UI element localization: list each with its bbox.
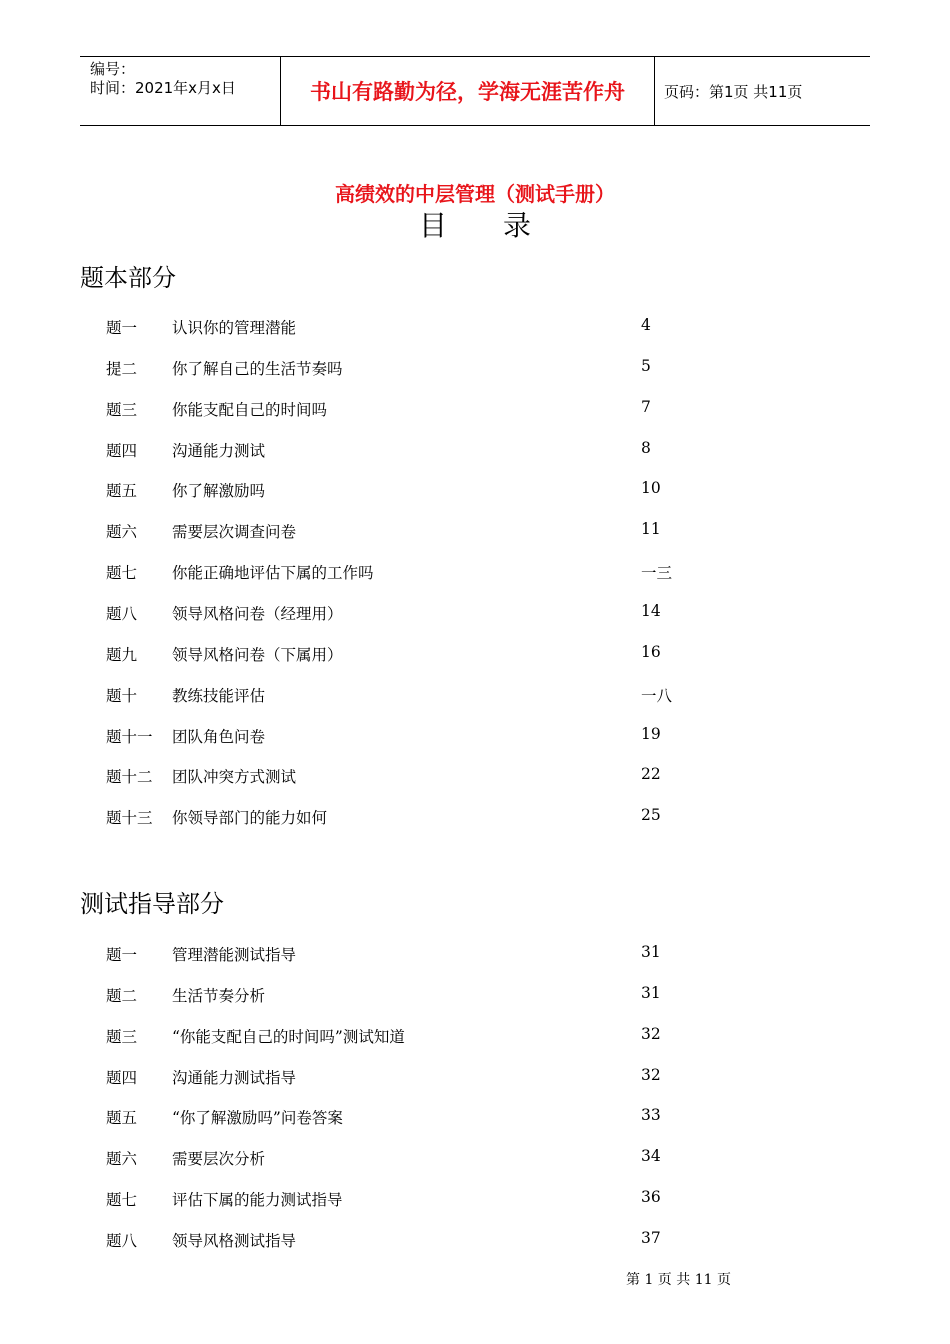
toc-entry-page: 37 <box>641 1228 661 1247</box>
toc-entry-number: 题八 <box>106 604 138 623</box>
toc-entry-number: 题八 <box>106 1231 138 1250</box>
toc-entry-title: 领导风格问卷（下属用） <box>172 645 343 664</box>
toc-entry-title: 你能正确地评估下属的工作吗 <box>172 564 374 583</box>
toc-entry-page: 25 <box>641 806 661 825</box>
toc-entry[interactable] <box>0 1188 950 1212</box>
toc-entry[interactable] <box>0 684 950 708</box>
toc-entry[interactable] <box>0 643 950 667</box>
toc-entry-number: 题二 <box>106 986 138 1005</box>
toc-entry-title: 需要层次调查问卷 <box>172 523 297 542</box>
document-title: 高绩效的中层管理（测试手册） <box>335 182 615 206</box>
toc-entry[interactable] <box>0 520 950 544</box>
toc-entry[interactable] <box>0 561 950 585</box>
toc-entry-title: 管理潜能测试指导 <box>172 946 297 964</box>
toc-entry-number: 题五 <box>106 482 138 501</box>
toc-entry[interactable] <box>0 943 950 967</box>
toc-entry-number: 题九 <box>106 645 138 664</box>
toc-entry-title: 需要层次分析 <box>172 1150 266 1169</box>
toc-entry-number: 题十三 <box>106 809 153 828</box>
toc-entry-page: 一八 <box>641 686 673 705</box>
toc-entry-title: 生活节奏分析 <box>172 986 266 1005</box>
toc-entry[interactable] <box>0 1106 950 1130</box>
toc-entry[interactable] <box>0 1025 950 1049</box>
toc-entry[interactable] <box>0 1147 950 1171</box>
toc-entry-page: 14 <box>641 601 661 620</box>
toc-entry[interactable] <box>0 1229 950 1253</box>
toc-entry-title: 教练技能评估 <box>172 686 266 705</box>
toc-entry-title: 你了解激励吗 <box>172 482 266 501</box>
toc-entry[interactable] <box>0 602 950 626</box>
toc-heading: 目 录 <box>418 209 531 242</box>
header-date-label: 时间：2021年x月x日 <box>90 79 236 97</box>
page-footer: 第 1 页 共 11 页 <box>626 1272 731 1288</box>
toc-entry[interactable] <box>0 398 950 422</box>
toc-entry-page: 31 <box>641 983 661 1002</box>
toc-entry-title: 你了解自己的生活节奏吗 <box>172 359 343 378</box>
toc-entry[interactable] <box>0 725 950 749</box>
toc-entry-title: 领导风格测试指导 <box>172 1231 297 1250</box>
header-meta-cell <box>80 57 281 125</box>
toc-entry-title: 沟通能力测试 <box>172 441 266 460</box>
toc-entry-number: 题四 <box>106 441 138 460</box>
toc-entry-title: 沟通能力测试指导 <box>172 1068 297 1087</box>
toc-entry-title: 你领导部门的能力如何 <box>172 809 328 828</box>
toc-entry-number: 题五 <box>106 1109 138 1128</box>
toc-entry[interactable] <box>0 439 950 463</box>
toc-entry-page: 19 <box>641 724 661 743</box>
toc-entry-page: 34 <box>641 1147 661 1166</box>
toc-entry-number: 题三 <box>106 400 138 419</box>
section-title: 题本部分 <box>80 264 176 292</box>
header-motto: 书山有路勤为径，学海无涯苦作舟 <box>281 57 655 125</box>
toc-entry-number: 题六 <box>106 1150 138 1169</box>
toc-entry-number: 题一 <box>106 319 138 337</box>
toc-entry[interactable] <box>0 357 950 381</box>
toc-entry-title: “你了解激励吗”问卷答案 <box>172 1109 343 1128</box>
toc-entry[interactable] <box>0 316 950 340</box>
toc-entry-number: 提二 <box>106 359 138 378</box>
toc-entry[interactable] <box>0 1066 950 1090</box>
toc-entry-page: 16 <box>641 642 661 661</box>
toc-entry-page: 5 <box>641 356 651 375</box>
page-header <box>80 56 870 126</box>
toc-entry-page: 32 <box>641 1065 661 1084</box>
toc-entry-page: 8 <box>641 438 651 457</box>
toc-entry-page: 33 <box>641 1106 661 1125</box>
toc-entry-page: 4 <box>641 316 651 334</box>
toc-entry[interactable] <box>0 765 950 789</box>
section-title: 测试指导部分 <box>80 890 224 918</box>
toc-entry-number: 题四 <box>106 1068 138 1087</box>
toc-entry-title: “你能支配自己的时间吗”测试知道 <box>172 1027 405 1046</box>
toc-entry-page: 一三 <box>641 564 673 583</box>
toc-entry-number: 题三 <box>106 1027 138 1046</box>
toc-entry-page: 10 <box>641 479 661 498</box>
toc-entry-number: 题一 <box>106 946 138 964</box>
toc-entry-page: 7 <box>641 397 651 416</box>
toc-entry-title: 领导风格问卷（经理用） <box>172 604 343 623</box>
toc-entry-number: 题十二 <box>106 768 153 787</box>
toc-entry-title: 你能支配自己的时间吗 <box>172 400 328 419</box>
toc-entry[interactable] <box>0 806 950 830</box>
toc-entry-number: 题十 <box>106 686 138 705</box>
toc-entry-title: 团队冲突方式测试 <box>172 768 297 787</box>
toc-entry-number: 题七 <box>106 1191 138 1210</box>
toc-entry-page: 36 <box>641 1188 661 1207</box>
toc-entry-page: 32 <box>641 1024 661 1043</box>
toc-entry-title: 评估下属的能力测试指导 <box>172 1191 343 1210</box>
toc-entry-page: 22 <box>641 765 661 784</box>
toc-entry-title: 认识你的管理潜能 <box>172 319 297 337</box>
toc-entry-number: 题十一 <box>106 727 153 746</box>
toc-entry[interactable] <box>0 479 950 503</box>
toc-entry-title: 团队角色问卷 <box>172 727 266 746</box>
header-page-label: 页码：第1页 共11页 <box>664 82 803 101</box>
toc-entry[interactable] <box>0 984 950 1008</box>
toc-entry-page: 31 <box>641 943 661 961</box>
toc-entry-page: 11 <box>641 520 661 539</box>
toc-entry-number: 题六 <box>106 523 138 542</box>
toc-entry-number: 题七 <box>106 564 138 583</box>
header-number-label: 编号： <box>90 60 136 78</box>
